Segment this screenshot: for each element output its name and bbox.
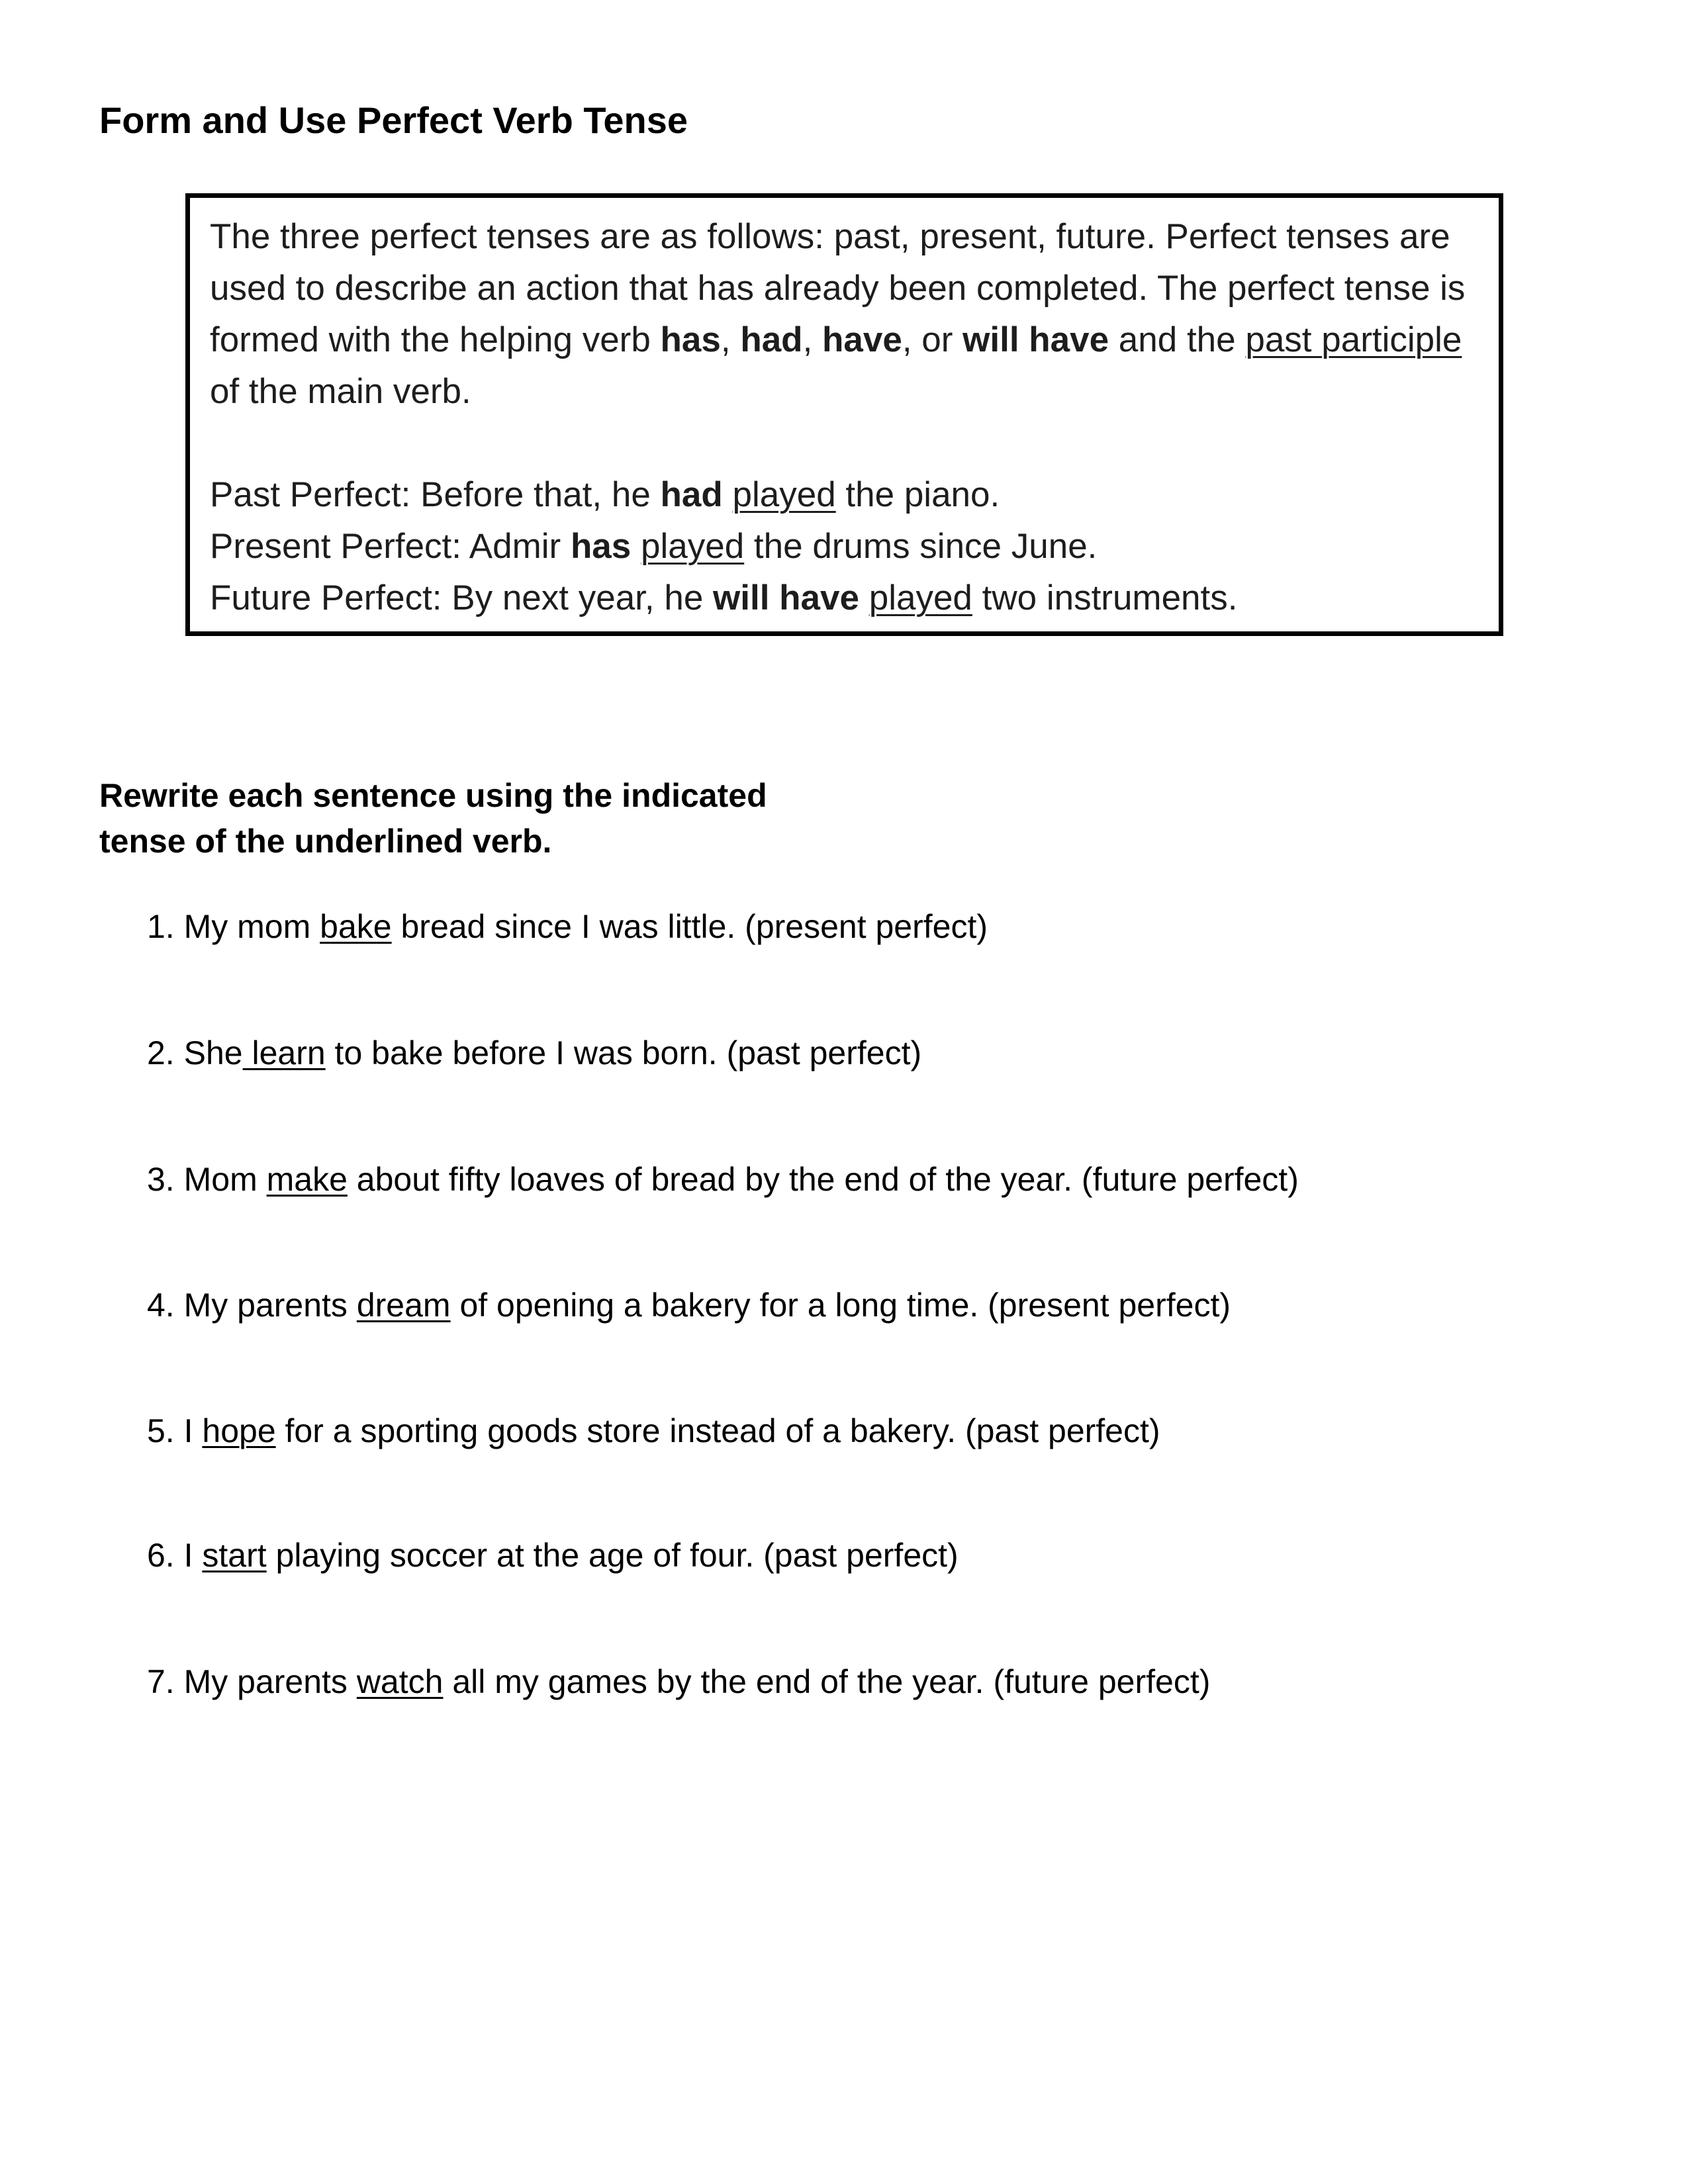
question-item: 4. My parents dream of opening a bakery for a long time. (present perfect): [147, 1287, 1231, 1324]
question-number: 2.: [147, 1034, 175, 1071]
instructions-line-1: Rewrite each sentence using the indicated: [99, 777, 767, 814]
question-number: 3.: [147, 1161, 175, 1198]
example-participle: played: [732, 475, 836, 514]
question-item: 3. Mom make about fifty loaves of bread by the end of the year. (future perfect): [147, 1161, 1299, 1198]
intro-text: The three perfect tenses are as follows: past, present, future. Perfect tenses are used to describe an action that has already been completed. The perfect tense is formed with the helping verb: [210, 217, 1466, 359]
example-participle: played: [641, 527, 745, 566]
question-item: 5. I hope for a sporting goods store instead of a bakery. (past perfect): [147, 1412, 1160, 1449]
example-helping-verb: has: [570, 527, 632, 566]
underlined-verb: bake: [320, 908, 392, 945]
question-item: 7. My parents watch all my games by the end of the year. (future perfect): [147, 1663, 1211, 1700]
question-number: 7.: [147, 1663, 175, 1700]
helping-verb-have: have: [822, 320, 902, 359]
underlined-verb: hope: [202, 1412, 276, 1449]
perfect-tense-info-box: [185, 193, 1503, 636]
underlined-verb: watch: [356, 1663, 444, 1700]
question-item: 1. My mom bake bread since I was little. (present perfect): [147, 908, 988, 945]
question-number: 6.: [147, 1537, 175, 1574]
instructions-line-2: tense of the underlined verb.: [99, 823, 552, 860]
underlined-verb: make: [266, 1161, 348, 1198]
question-item: 6. I start playing soccer at the age of four. (past perfect): [147, 1537, 959, 1574]
example-helping-verb: will have: [713, 578, 859, 617]
instructions: [99, 773, 827, 864]
example-past-perfect: Past Perfect: Before that, he had played the piano.: [210, 475, 1000, 514]
question-number: 5.: [147, 1412, 175, 1449]
example-present-perfect: Present Perfect: Admir has played the drums since June.: [210, 527, 1098, 566]
question-number: 1.: [147, 908, 175, 945]
example-participle: played: [868, 578, 972, 617]
example-future-perfect: Future Perfect: By next year, he will have played two instruments.: [210, 578, 1238, 617]
helping-verb-had: had: [740, 320, 803, 359]
intro-paragraph: The three perfect tenses are as follows: past, present, future. Perfect tenses are used to describe an action that has already been completed. The perfect tense is formed with the helping verb has, had, have, or will have and the past participle of the main verb.: [210, 217, 1466, 411]
page-title: Form and Use Perfect Verb Tense: [99, 99, 688, 141]
question-item: 2. She learn to bake before I was born. (past perfect): [147, 1034, 922, 1071]
question-number: 4.: [147, 1287, 175, 1324]
examples: [210, 469, 1481, 624]
helping-verb-will-have: will have: [962, 320, 1109, 359]
example-helping-verb: had: [660, 475, 723, 514]
past-participle-term: past participle: [1245, 320, 1462, 359]
underlined-verb: dream: [356, 1287, 451, 1324]
underlined-verb: learn: [242, 1034, 326, 1071]
helping-verb-has: has: [660, 320, 721, 359]
underlined-verb: start: [202, 1537, 267, 1574]
